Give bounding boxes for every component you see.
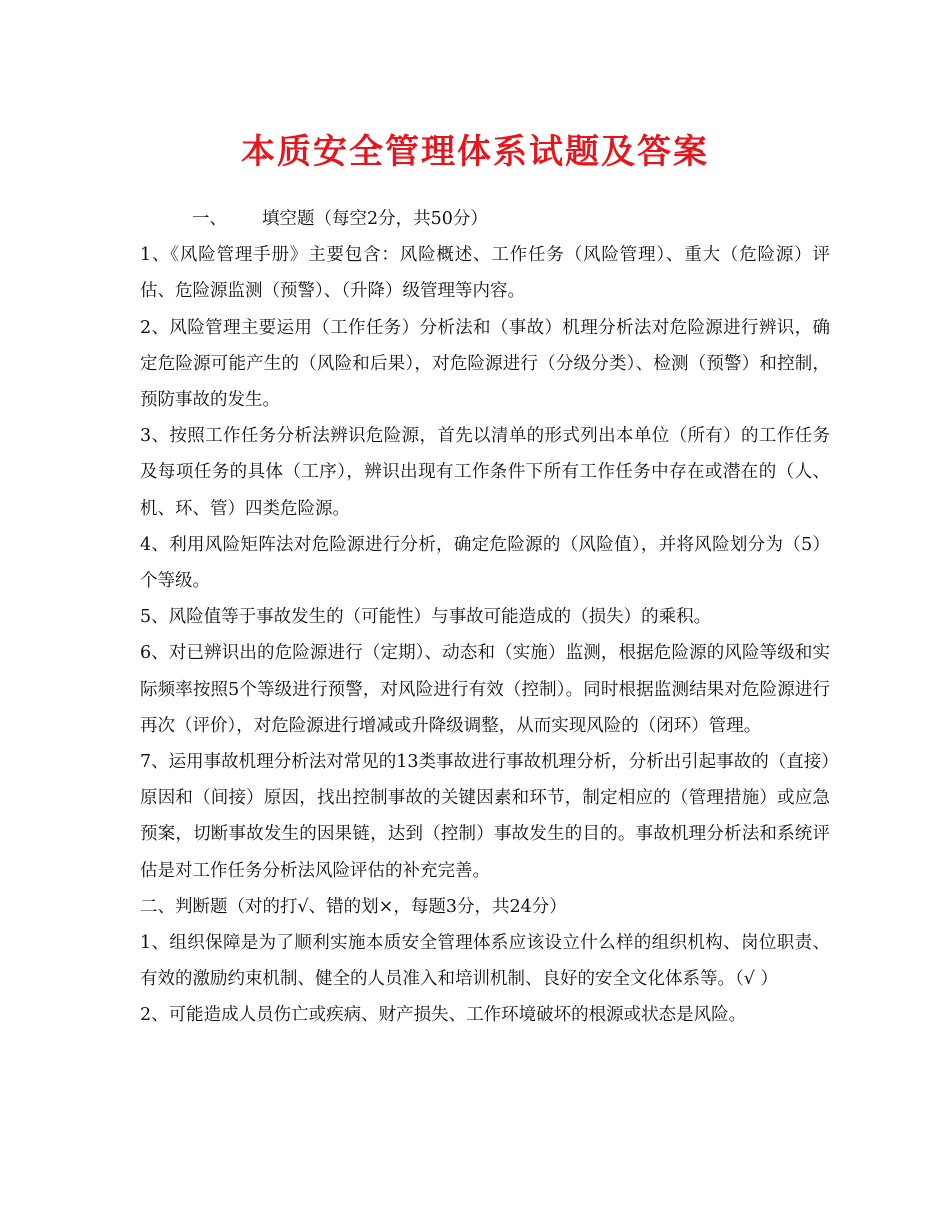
- question-fill-7: 7、运用事故机理分析法对常见的13类事故进行事故机理分析，分析出引起事故的（直接）原因和（间接）原因，找出控制事故的关键因素和环节，制定相应的（管理措施）或应急预案，切断事故发生的因果链，达到（控制）事故发生的目的。事故机理分析法和系统评估是对工作任务分析法风险评估的补充完善。: [140, 752, 830, 881]
- section-heading-judgement: 二、判断题（对的打√、错的划×，每题3分，共24分）: [140, 896, 567, 917]
- document-body: [140, 201, 830, 1034]
- section-heading-fill-in: [140, 201, 830, 237]
- question-fill-5: 5、风险值等于事故发生的（可能性）与事故可能造成的（损失）的乘积。: [140, 607, 712, 628]
- question-judge-2: 2、可能造成人员伤亡或疾病、财产损失、工作环境破坏的根源或状态是风险。: [140, 1005, 747, 1026]
- document-title: 本质安全管理体系试题及答案: [241, 132, 709, 172]
- section-heading-text: 填空题（每空2分，共50分）: [262, 209, 488, 229]
- question-fill-1: 1、《风险管理手册》主要包含：风险概述、工作任务（风险管理）、重大（危险源）评估、危险源监测（预警）、（升降）级管理等内容。: [140, 245, 830, 302]
- question-fill-4: 4、利用风险矩阵法对危险源进行分析，确定危险源的（风险值），并将风险划分为（5）个等级。: [140, 534, 830, 592]
- question-fill-6: 6、对已辨识出的危险源进行（定期）、动态和（实施）监测，根据危险源的风险等级和实际频率按照5个等级进行预警，对风险进行有效（控制）。同时根据监测结果对危险源进行再次（评价），对危险源进行增减或升降级调整，从而实现风险的（闭环）管理。: [140, 643, 830, 736]
- question-fill-3: 3、按照工作任务分析法辨识危险源，首先以清单的形式列出本单位（所有）的工作任务及每项任务的具体（工序），辨识出现有工作条件下所有工作任务中存在或潜在的（人、机、环、管）四类危险源。: [140, 426, 830, 519]
- section-number: 一、: [192, 209, 227, 229]
- question-fill-2: 2、风险管理主要运用（工作任务）分析法和（事故）机理分析法对危险源进行辨识，确定危险源可能产生的（风险和后果），对危险源进行（分级分类）、检测（预警）和控制，预防事故的发生。: [140, 317, 830, 411]
- question-judge-1: 1、组织保障是为了顺利实施本质安全管理体系应该设立什么样的组织机构、岗位职责、有效的激励约束机制、健全的人员准入和培训机制、良好的安全文化体系等。（√ ）: [140, 933, 830, 990]
